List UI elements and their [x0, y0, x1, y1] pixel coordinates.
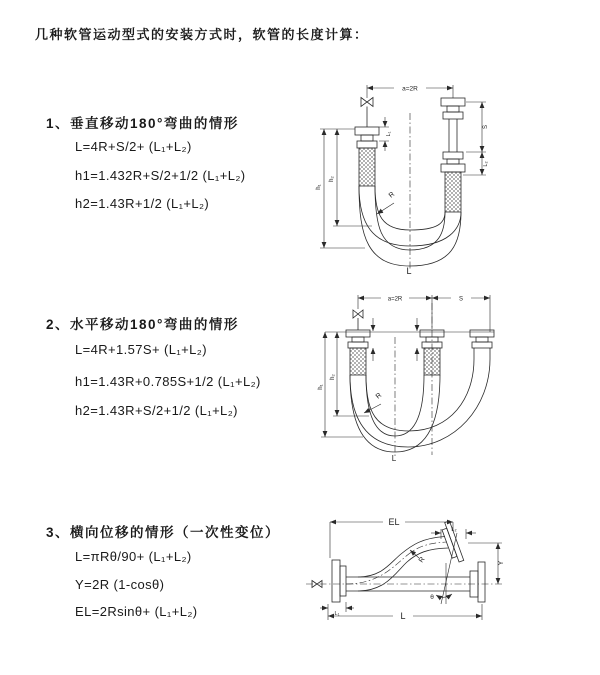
- dim-label-length: L: [406, 266, 412, 275]
- left-flange: [332, 560, 346, 602]
- section-1-formula-L: L=4R+S/2+ (L₁+L₂): [75, 139, 192, 154]
- diagram-horizontal-180-bend: [305, 285, 505, 463]
- diagram-lateral-displacement: [298, 503, 510, 638]
- dim-label-h2: h₂: [329, 176, 335, 182]
- s-curve-hose: [346, 537, 448, 592]
- dim-label-y: Y: [498, 560, 505, 566]
- dim-label-a2r: a=2R: [402, 85, 418, 93]
- section-2-formula-h2: h2=1.43R+S/2+1/2 (L₁+L₂): [75, 403, 238, 418]
- page-title: 几种软管运动型式的安装方式时，软管的长度计算：: [35, 27, 369, 42]
- right-pipe-fitting: [470, 330, 494, 359]
- right-flange: [470, 562, 485, 602]
- dim-label-l2: L₂: [451, 527, 457, 533]
- valve-icon: [361, 98, 373, 128]
- dim-label-l1: L₁: [386, 131, 392, 137]
- dim-label-r: R: [417, 555, 427, 565]
- dim-label-r: R: [374, 391, 384, 401]
- right-pipe-fitting: [441, 98, 465, 212]
- left-pipe-fitting: [346, 330, 370, 375]
- dim-label-theta: θ: [430, 594, 434, 601]
- u-hose-curves: [350, 303, 490, 457]
- section-1-formula-h1: h1=1.432R+S/2+1/2 (L₁+L₂): [75, 168, 246, 183]
- section-3-formula-Y: Y=2R (1-cosθ): [75, 577, 165, 592]
- dim-span-a2r: [358, 295, 490, 332]
- dim-l2: [482, 152, 489, 175]
- dim-length: [328, 604, 482, 621]
- section-3-heading: 3、横向位移的情形（一次性变位）: [46, 525, 281, 540]
- dim-label-r: R: [387, 190, 397, 200]
- dim-label-l2: L₂: [483, 161, 489, 167]
- dim-y: [468, 543, 505, 584]
- section-2-formula-L: L=4R+1.57S+ (L₁+L₂): [75, 342, 207, 357]
- section-2-formula-h1: h1=1.43R+0.785S+1/2 (L₁+L₂): [75, 374, 261, 389]
- dim-label-h2: h₂: [330, 374, 336, 380]
- valve-icon: [353, 310, 363, 330]
- angle-theta: [430, 533, 457, 604]
- left-pipe-fitting: [355, 127, 379, 186]
- section-1-formula-h2: h2=1.43R+1/2 (L₁+L₂): [75, 196, 210, 211]
- braided-hose-section: [350, 348, 366, 375]
- dim-label-s: S: [458, 296, 464, 303]
- section-3-formula-EL: EL=2Rsinθ+ (L₁+L₂): [75, 604, 198, 619]
- dim-label-h1: h₁: [318, 384, 324, 390]
- braided-hose-section: [445, 172, 461, 212]
- dim-label-length: L: [400, 611, 406, 621]
- section-3-formula-L: L=πRθ/90+ (L₁+L₂): [75, 549, 192, 564]
- dim-label-s: S: [483, 124, 489, 130]
- dim-label-el: EL: [388, 517, 400, 527]
- braided-hose-section: [359, 148, 375, 186]
- dim-l1: [379, 117, 392, 151]
- dim-s: [432, 297, 490, 303]
- dim-l1: [320, 602, 354, 617]
- section-2-heading: 2、水平移动180°弯曲的情形: [46, 317, 239, 332]
- dim-label-h1: h₁: [316, 184, 322, 190]
- dim-label-length: L: [391, 454, 397, 463]
- hose-centerline: [346, 542, 447, 584]
- radius-callout: [377, 191, 396, 214]
- dim-h1: [316, 129, 365, 248]
- diagram-vertical-180-bend: [310, 75, 510, 275]
- dim-span-a2r: [367, 85, 453, 98]
- section-1-heading: 1、垂直移动180°弯曲的情形: [46, 116, 239, 131]
- dim-label-a2r: a=2R: [387, 296, 403, 303]
- dim-label-l1: L₁: [334, 611, 340, 617]
